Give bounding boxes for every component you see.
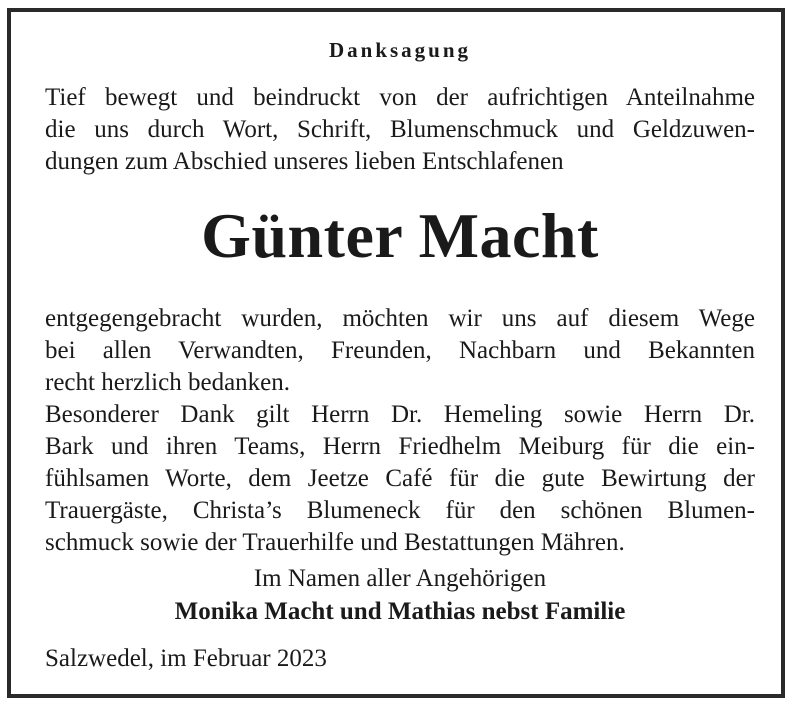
thanks-line: Besonderer Dank gilt Herrn Dr. Hemeling sowie Herrn Dr. (45, 401, 755, 428)
intro-paragraph (45, 82, 755, 178)
thanks-line: bei allen Verwandten, Freunden, Nachbarn und Bekannten (45, 337, 755, 364)
thanks-line: fühlsamen Worte, dem Jeetze Café für die gute Bewirtung der (45, 465, 755, 492)
thanks-line: schmuck sowie der Trauerhilfe und Bestattungen Mähren. (45, 529, 625, 556)
deceased-name: Günter Macht (201, 200, 599, 271)
thanks-line: entgegengebracht wurden, möchten wir uns auf diesem Wege (45, 305, 755, 332)
closing-line: Im Namen aller Angehörigen (253, 565, 547, 592)
thanks-line: recht herzlich bedanken. (45, 369, 291, 396)
intro-line: dungen zum Abschied unseres lieben Entschlafenen (45, 148, 564, 175)
family-signature: Monika Macht und Mathias nebst Familie (174, 598, 626, 625)
intro-line: Tief bewegt und beindruckt von der aufrichtigen Anteilnahme (45, 84, 755, 111)
thanks-line: Trauergäste, Christa’s Blumeneck für den schönen Blumen- (45, 497, 755, 524)
place-date: Salzwedel, im Februar 2023 (45, 645, 327, 672)
notice-heading: Danksagung (328, 38, 472, 62)
thanks-paragraph (45, 303, 755, 559)
thanks-line: Bark und ihren Teams, Herrn Friedhelm Meiburg für die ein- (45, 433, 755, 460)
intro-line: die uns durch Wort, Schrift, Blumenschmuck und Geldzuwen- (45, 116, 755, 143)
